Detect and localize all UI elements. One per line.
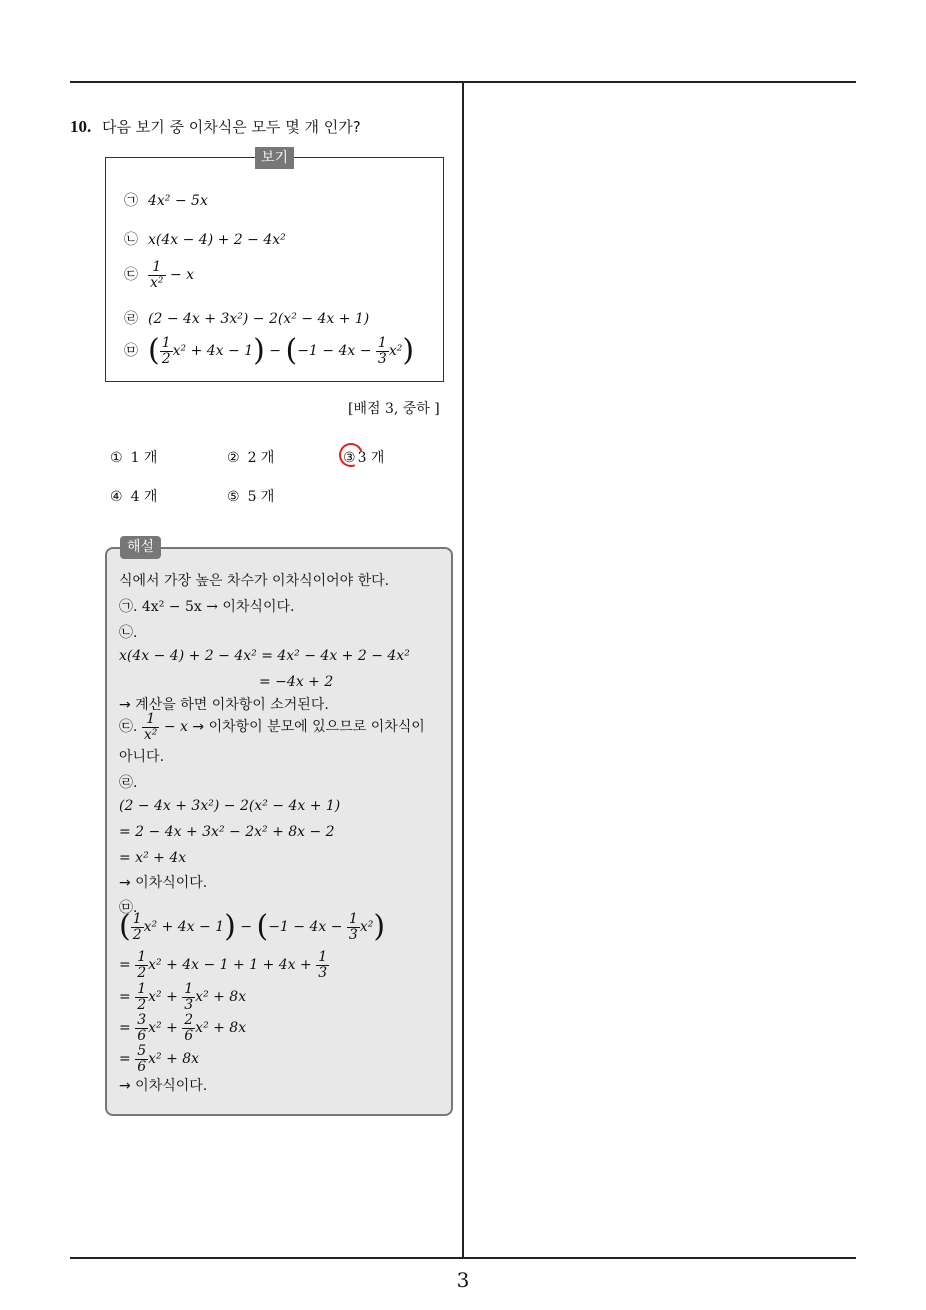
bogi-fraction	[160, 336, 173, 366]
fraction-denominator: x²	[150, 274, 164, 291]
right-paren: )	[253, 333, 265, 369]
left-paren: (	[119, 909, 131, 945]
solution-line	[259, 674, 333, 690]
bogi-expr-tail: − x	[165, 267, 195, 284]
bogi-tag: 보기	[255, 147, 294, 169]
solution-fraction	[135, 1013, 148, 1043]
solution-line	[119, 648, 410, 664]
solution-line	[119, 950, 329, 980]
choice-number: ①	[110, 450, 123, 466]
solution-text: x² +	[148, 1020, 183, 1037]
fraction-numerator: 1	[148, 260, 166, 276]
bogi-mark: ㉡	[124, 232, 138, 248]
fraction-denominator: 6	[137, 1027, 147, 1044]
solution-line	[119, 596, 294, 616]
question-text: 다음 보기 중 이차식은 모두 몇 개 인가?	[102, 118, 361, 136]
solution-fraction	[135, 1044, 148, 1074]
solution-text: ㉢.	[119, 719, 142, 736]
solution-line	[119, 909, 386, 945]
left-paren: (	[285, 333, 298, 369]
fraction-denominator: 6	[137, 1058, 147, 1075]
fraction-denominator: x²	[143, 726, 158, 743]
solution-text: → 이차식이다.	[119, 1078, 208, 1094]
solution-fraction	[182, 982, 195, 1012]
fraction-numerator: 5	[137, 1043, 147, 1059]
choice-2[interactable]	[227, 447, 274, 467]
right-paren: )	[373, 909, 386, 945]
solution-text: − x	[159, 719, 193, 736]
solution-line	[119, 712, 425, 742]
left-paren: (	[256, 909, 269, 945]
right-paren: )	[224, 909, 236, 945]
bogi-expr-part: −1 − 4x −	[297, 343, 376, 360]
solution-text: = x² + 4x	[119, 850, 187, 866]
solution-fraction	[135, 950, 148, 980]
fraction-denominator: 2	[137, 964, 147, 981]
choice-4[interactable]	[110, 486, 157, 506]
solution-text: x² + 8x	[195, 989, 247, 1006]
bogi-item-1	[124, 190, 208, 210]
bogi-expr: (2 − 4x + 3x²) − 2(x² − 4x + 1)	[148, 311, 370, 327]
solution-text: = 2 − 4x + 3x² − 2x² + 8x − 2	[119, 824, 335, 840]
solution-text: −1 − 4x −	[268, 919, 347, 936]
fraction-numerator: 1	[137, 949, 147, 965]
fraction-denominator: 3	[318, 964, 328, 981]
solution-line	[119, 824, 335, 840]
solution-text: ㉣.	[119, 775, 138, 791]
choice-label: 2 개	[247, 450, 275, 466]
solution-line	[119, 746, 164, 766]
left-paren: (	[148, 333, 160, 369]
choice-number: ⑤	[227, 489, 240, 505]
solution-line	[119, 622, 137, 642]
right-paren: )	[402, 333, 415, 369]
fraction-denominator: 2	[137, 996, 147, 1013]
solution-text: =	[119, 1020, 136, 1037]
solution-fraction	[182, 1013, 195, 1043]
bogi-item-5	[124, 333, 415, 369]
bogi-expr: 4x² − 5x	[148, 193, 208, 209]
question-number: 10.	[70, 117, 92, 136]
bogi-item-4	[124, 308, 369, 328]
bogi-expr: x(4x − 4) + 2 − 4x²	[148, 232, 286, 248]
bogi-mark: ㉢	[124, 267, 138, 284]
question	[70, 116, 361, 137]
choice-5[interactable]	[227, 486, 274, 506]
solution-line	[119, 1013, 246, 1043]
fraction-numerator: 1	[137, 981, 147, 997]
choice-label: 4 개	[130, 489, 158, 505]
solution-text: ㉡.	[119, 625, 138, 641]
solution-text: x² + 4x − 1 + 1 + 4x +	[148, 957, 317, 974]
solution-text: −	[235, 919, 257, 936]
bogi-mark: ㉠	[124, 193, 138, 209]
page-number: 3	[456, 1268, 470, 1292]
solution-text: = −4x + 2	[259, 674, 334, 690]
solution-fraction	[135, 982, 148, 1012]
choice-1[interactable]	[110, 447, 157, 467]
solution-text: ㉠. 4x² − 5x → 이차식이다.	[119, 599, 295, 615]
fraction-denominator: 3	[377, 350, 387, 367]
solution-line	[119, 772, 137, 792]
solution-text: x² + 8x	[195, 1020, 247, 1037]
choice-number: ④	[110, 489, 123, 505]
choice-label: 5 개	[247, 489, 275, 505]
solution-text: → 이차식이다.	[119, 875, 208, 891]
bogi-item-3	[124, 260, 194, 290]
fraction-numerator: 1	[184, 981, 194, 997]
solution-text: x²	[359, 919, 374, 936]
fraction-denominator: 2	[132, 926, 142, 943]
bogi-fraction	[376, 336, 389, 366]
choice-label: 3 개	[357, 450, 385, 466]
fraction-numerator: 1	[132, 911, 142, 927]
fraction-denominator: 6	[184, 1027, 194, 1044]
solution-tag: 해설	[120, 536, 161, 559]
solution-text: → 계산을 하면 이차항이 소거된다.	[119, 697, 329, 713]
solution-text: → 이차항이 분모에 있으므로 이차식이	[192, 719, 425, 736]
fraction-numerator: 1	[377, 335, 387, 351]
solution-text: x² +	[148, 989, 183, 1006]
solution-text: 아니다.	[119, 749, 165, 765]
solution-line	[119, 570, 389, 590]
solution-text: =	[119, 1051, 136, 1068]
fraction-denominator: 3	[184, 996, 194, 1013]
solution-text: (2 − 4x + 3x²) − 2(x² − 4x + 1)	[119, 798, 341, 814]
solution-fraction	[347, 912, 360, 942]
choice-label: 1 개	[130, 450, 158, 466]
fraction-numerator: 1	[142, 712, 160, 728]
bogi-item-2	[124, 229, 286, 249]
solution-text: x(4x − 4) + 2 − 4x² = 4x² − 4x + 2 − 4x²	[119, 648, 410, 664]
fraction-numerator: 1	[318, 949, 328, 965]
solution-text: =	[119, 957, 136, 974]
bogi-mark: ㉤	[124, 343, 138, 360]
solution-fraction	[142, 712, 160, 742]
solution-line	[119, 872, 207, 892]
column-divider	[462, 82, 464, 1258]
solution-line	[119, 1075, 207, 1095]
fraction-numerator: 2	[184, 1012, 194, 1028]
solution-fraction	[316, 950, 329, 980]
score-label: [배점 3, 중하 ]	[348, 401, 440, 417]
solution-text: 식에서 가장 높은 차수가 이차식이어야 한다.	[119, 573, 390, 589]
solution-text: x² + 4x − 1	[143, 919, 225, 936]
bogi-expr-part: x²	[388, 343, 403, 360]
solution-line	[119, 982, 246, 1012]
bogi-fraction	[148, 260, 166, 290]
choice-number: ②	[227, 450, 240, 466]
bogi-expr-part: x² + 4x − 1	[172, 343, 254, 360]
solution-line	[119, 1044, 199, 1074]
fraction-numerator: 3	[137, 1012, 147, 1028]
solution-text: =	[119, 989, 136, 1006]
solution-text: ㉤.	[119, 900, 138, 916]
solution-line	[119, 798, 340, 814]
fraction-denominator: 3	[348, 926, 358, 943]
solution-text: x² + 8x	[148, 1051, 200, 1068]
choice-number: ③	[343, 450, 356, 466]
bogi-expr-part: −	[264, 343, 286, 360]
fraction-numerator: 1	[348, 911, 358, 927]
solution-line	[119, 850, 186, 866]
fraction-numerator: 1	[161, 335, 171, 351]
solution-fraction	[131, 912, 144, 942]
fraction-denominator: 2	[161, 350, 171, 367]
bogi-mark: ㉣	[124, 311, 138, 327]
